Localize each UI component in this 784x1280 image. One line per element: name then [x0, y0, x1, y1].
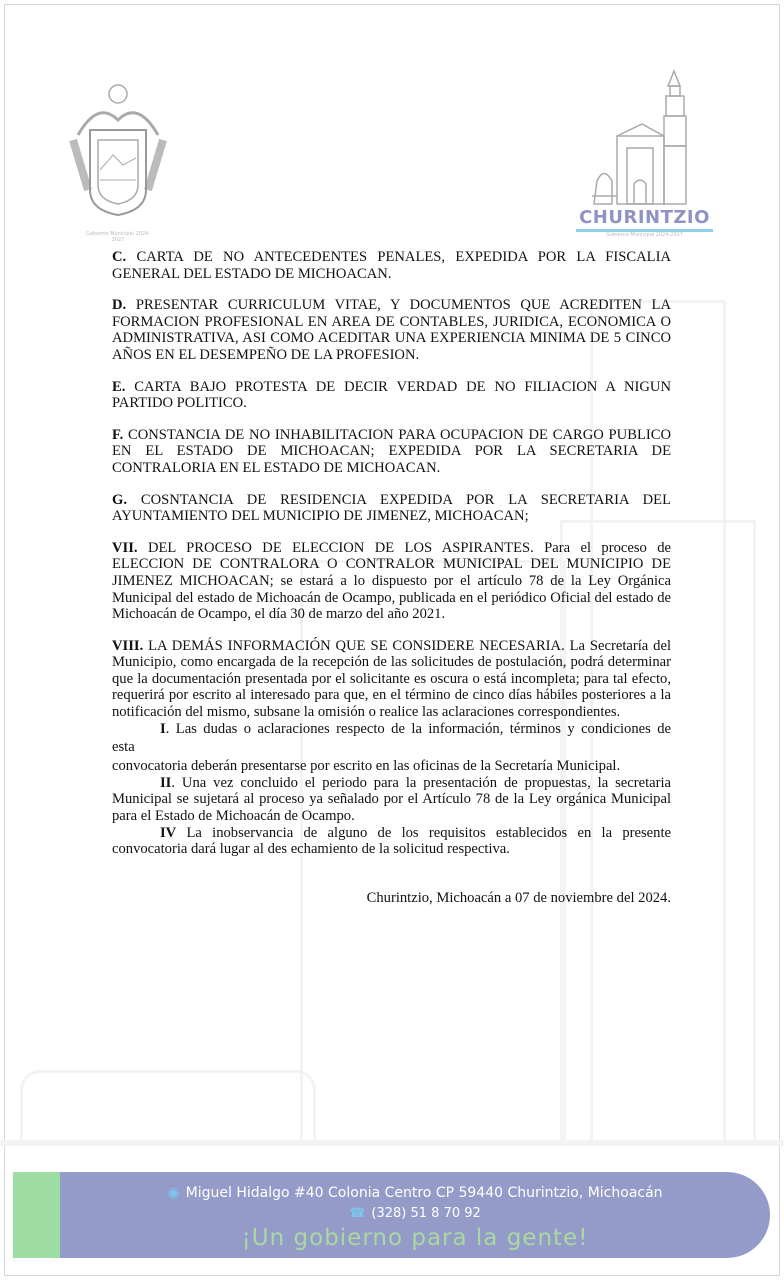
signing-date: Churintzio, Michoacán a 07 de noviembre del 2024.: [366, 889, 671, 906]
label: G.: [112, 491, 127, 508]
text: . Una vez concluido el periodo para la presentación de propuestas, la secretaria Municipal se sujetará al proceso ya señalado por el Artículo 78 de la Ley orgánica Municipal para el Estado de Michoacán de Ocampo.: [112, 774, 671, 825]
phone-text: (328) 51 8 70 92: [371, 1206, 481, 1221]
text: CARTA DE NO ANTECEDENTES PENALES, EXPEDIDA POR LA FISCALIA GENERAL DEL ESTADO DE MICHOACAN.: [112, 249, 671, 282]
text-line3: convocatoria deberán presentarse por escrito en las oficinas de la Secretaría Municipal.: [112, 758, 621, 775]
location-pin-icon: ◉: [167, 1185, 180, 1201]
text: LA DEMÁS INFORMACIÓN QUE SE CONSIDERE NECESARIA. La Secretaría del Municipio, como encargada de la recepción de las solicitudes de postulación, podrá determinar que la documentación presentada por el solicitante es oscura o está incompleta; para tal efecto, requerirá por escrito al interesado para que, en el término de cinco días hábiles posteriores a la notificación del mismo, subsane la omisión o realice las aclaraciones correspondientes.: [112, 637, 671, 721]
requirement-f: [112, 427, 671, 477]
logo-name: CHURINTZIO: [579, 207, 710, 228]
requirement-g: [112, 492, 671, 525]
item-i: [112, 721, 671, 775]
municipal-coat-of-arms-logo: [68, 80, 168, 243]
address-text: Miguel Hidalgo #40 Colonia Centro CP 59440 Churintzio, Michoacán: [185, 1185, 663, 1201]
section-viii: [112, 638, 671, 721]
footer-address: [60, 1184, 770, 1202]
label: E.: [112, 378, 126, 395]
label: VIII.: [112, 637, 144, 654]
left-logo-caption: Gobierno Municipal 2024-2027: [85, 231, 151, 243]
churintzio-logo: [572, 66, 717, 241]
footer-phone: [60, 1205, 770, 1222]
text-line2: esta: [112, 739, 135, 756]
label: C.: [112, 249, 127, 265]
footer-band: [60, 1172, 770, 1258]
label: I: [160, 720, 166, 737]
requirement-c: [112, 249, 671, 282]
label: II: [160, 774, 172, 791]
footer-accent: [13, 1172, 61, 1258]
label: F.: [112, 426, 124, 443]
item-iv: [112, 825, 671, 858]
text: CONSTANCIA DE NO INHABILITACION PARA OCUPACION DE CARGO PUBLICO EN EL ESTADO DE MICHOACAN; EXPEDIDA POR LA SECRETARIA DE CONTRALORIA EN EL ESTADO DE MICHOACAN.: [112, 426, 671, 476]
document-body: [112, 249, 671, 907]
text: . Las dudas o aclaraciones respecto de la información, términos y condiciones de: [165, 720, 671, 737]
footer-tagline: ¡Un gobierno para la gente!: [241, 1225, 589, 1251]
text: COSNTANCIA DE RESIDENCIA EXPEDIDA POR LA SECRETARIA DEL AYUNTAMIENTO DEL MUNICIPIO DE JIMENEZ, MICHOACAN;: [112, 491, 671, 525]
text: PRESENTAR CURRICULUM VITAE, Y DOCUMENTOS QUE ACREDITEN LA FORMACION PROFESIONAL EN AREA DE CONTABLES, JURIDICA, ECONOMICA O ADMINISTRATIVA, ASI COMO ACEDITAR UNA EXPERIENCIA MINIMA DE 5 CINCO AÑOS EN EL DESEMPEÑO DE LA PROFESION.: [112, 297, 671, 363]
text: CARTA BAJO PROTESTA DE DECIR VERDAD DE NO FILIACION A NIGUN PARTIDO POLITICO.: [112, 378, 671, 412]
right-logo-caption: Gobierno Municipal 2024-2027: [605, 232, 683, 238]
phone-icon: ☎: [349, 1206, 366, 1221]
requirement-d: [112, 297, 671, 363]
section-vii: [112, 540, 671, 623]
requirement-e: [112, 379, 671, 412]
text: DEL PROCESO DE ELECCION DE LOS ASPIRANTES. Para el proceso de ELECCION DE CONTRALORA O CONTRALOR MUNICIPAL DEL MUNICIPIO DE JIMENEZ MICHOACAN; se estará a lo dispuesto por el artículo 78 de la Ley Orgánica Municipal del estado de Michoacán de Ocampo, publicada en el periódico Oficial del estado de Michoacán de Ocampo, el día 30 de marzo del año 2021.: [112, 539, 671, 623]
label: VII.: [112, 539, 138, 556]
label: IV: [160, 824, 177, 841]
label: D.: [112, 297, 127, 314]
text: La inobservancia de alguno de los requisitos establecidos en la presente convocatoria dará lugar al des echamiento de la solicitud respectiva.: [112, 824, 671, 858]
item-ii: [112, 775, 671, 825]
